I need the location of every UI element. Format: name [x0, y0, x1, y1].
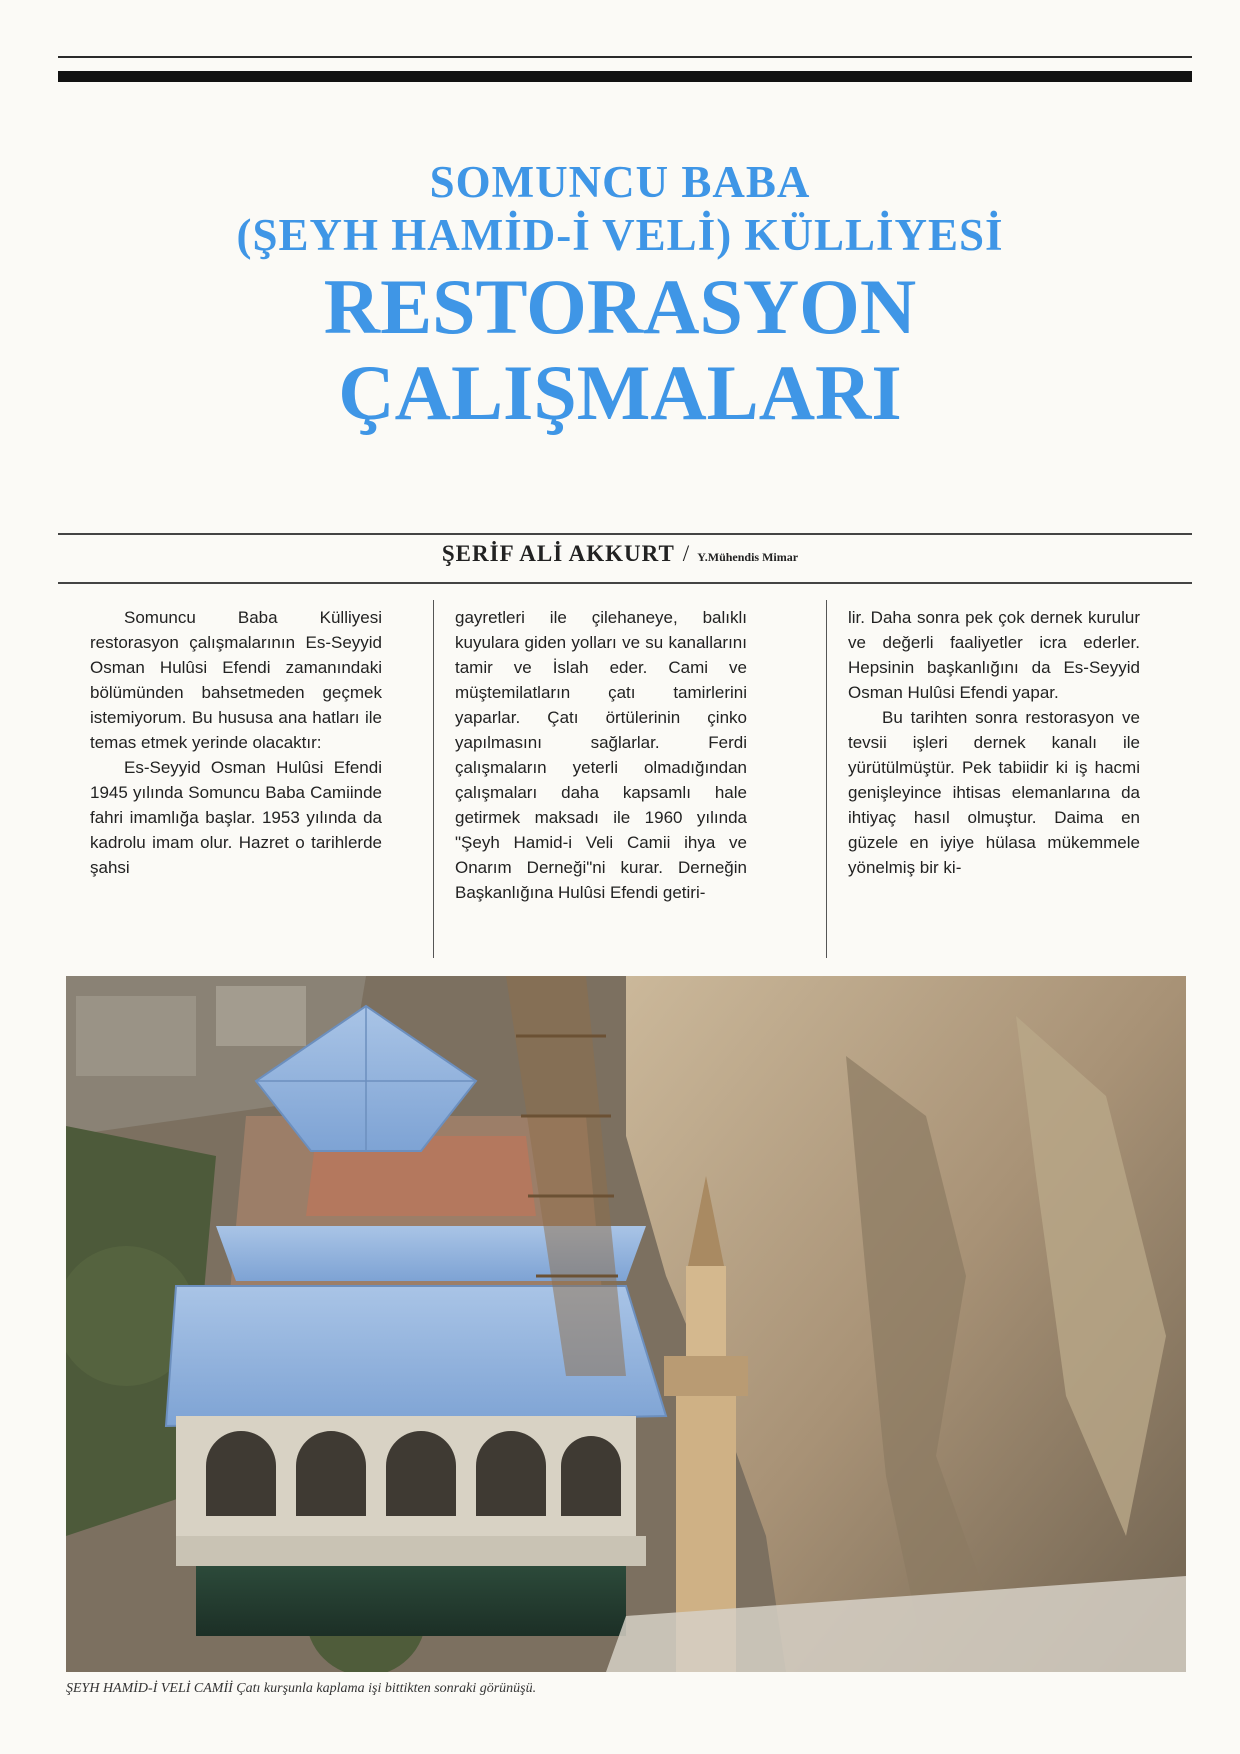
arch — [561, 1436, 621, 1516]
top-thick-rule — [58, 71, 1192, 82]
arch — [476, 1431, 546, 1516]
arch — [296, 1431, 366, 1516]
title-line-2: (ŞEYH HAMİD-İ VELİ) KÜLLİYESİ — [236, 210, 1004, 260]
byline — [0, 541, 1240, 567]
paragraph: gayretleri ile çilehaneye, balıklı kuyulara giden yolları ve su kanallarını tamir ve İslah eder. Cami ve müştemilatların çatı tamirlerini yaparlar. Çatı örtülerinin çinko yapılmasını sağlarlar. Ferdi çalışmaların yeterli olmadığından çalışmaları daha kapsamlı hale getirmek maksadı ile 1960 yılında "Şeyh Hamid-i Veli Camii ihya ve Onarım Derneği"ni kurar. Derneğin Başkanlığına Hulûsi Efendi getiri- — [455, 608, 747, 902]
mosque-photo — [66, 976, 1186, 1672]
arch — [206, 1431, 276, 1516]
byline-top-rule — [58, 533, 1192, 535]
byline-bottom-rule — [58, 582, 1192, 584]
byline-separator: / — [682, 541, 690, 566]
paragraph: lir. Daha sonra pek çok dernek kurulur ve değerli faaliyetler icra ederler. Hepsinin başkanlığını da Es-Seyyid Osman Hulûsi Efendi yapar. — [848, 608, 1140, 702]
photo-caption: ŞEYH HAMİD-İ VELİ CAMİİ Çatı kurşunla kaplama işi bittikten sonraki görünüşü. — [66, 1681, 537, 1696]
mosque-illustration — [66, 976, 1186, 1672]
paragraph: Somuncu Baba Külliyesi restorasyon çalışmalarının Es-Seyyid Osman Hulûsi Efendi zamanındaki bölümünden bahsetmeden geçmek istemiyorum. Bu hususa ana hatları ile temas etmek yerinde olacaktır: — [90, 608, 382, 752]
article-title — [0, 157, 1240, 436]
arch — [386, 1431, 456, 1516]
text-column-1 — [90, 605, 382, 880]
top-thin-rule — [58, 56, 1192, 58]
author-name: ŞERİF ALİ AKKURT — [441, 541, 675, 566]
title-line-4: ÇALIŞMALARI — [338, 349, 902, 436]
paragraph: Es-Seyyid Osman Hulûsi Efendi 1945 yılında Somuncu Baba Camiinde fahri imamlığa başlar. 1953 yılında da kadrolu imam olur. Hazret o tarihlerde şahsi — [90, 758, 382, 877]
column-divider — [433, 600, 434, 958]
text-column-3 — [848, 605, 1140, 880]
paragraph: Bu tarihten sonra restorasyon ve tevsii işleri dernek kanalı ile yürütülmüştür. Pek tabiidir ki iş hacmi genişleyince ihtisas elemanlarına da ihtiyaç hasıl olmuştur. Daima en güzele en iyiye hülasa mükemmele yönelmiş bir ki- — [848, 708, 1140, 877]
minaret-balcony — [664, 1356, 748, 1396]
title-line-1: SOMUNCU BABA — [429, 157, 811, 207]
column-divider — [826, 600, 827, 958]
fish-pool — [196, 1566, 626, 1636]
text-column-2 — [455, 605, 747, 905]
author-role: Y.Mühendis Mimar — [697, 550, 799, 564]
title-line-3: RESTORASYON — [323, 263, 917, 350]
